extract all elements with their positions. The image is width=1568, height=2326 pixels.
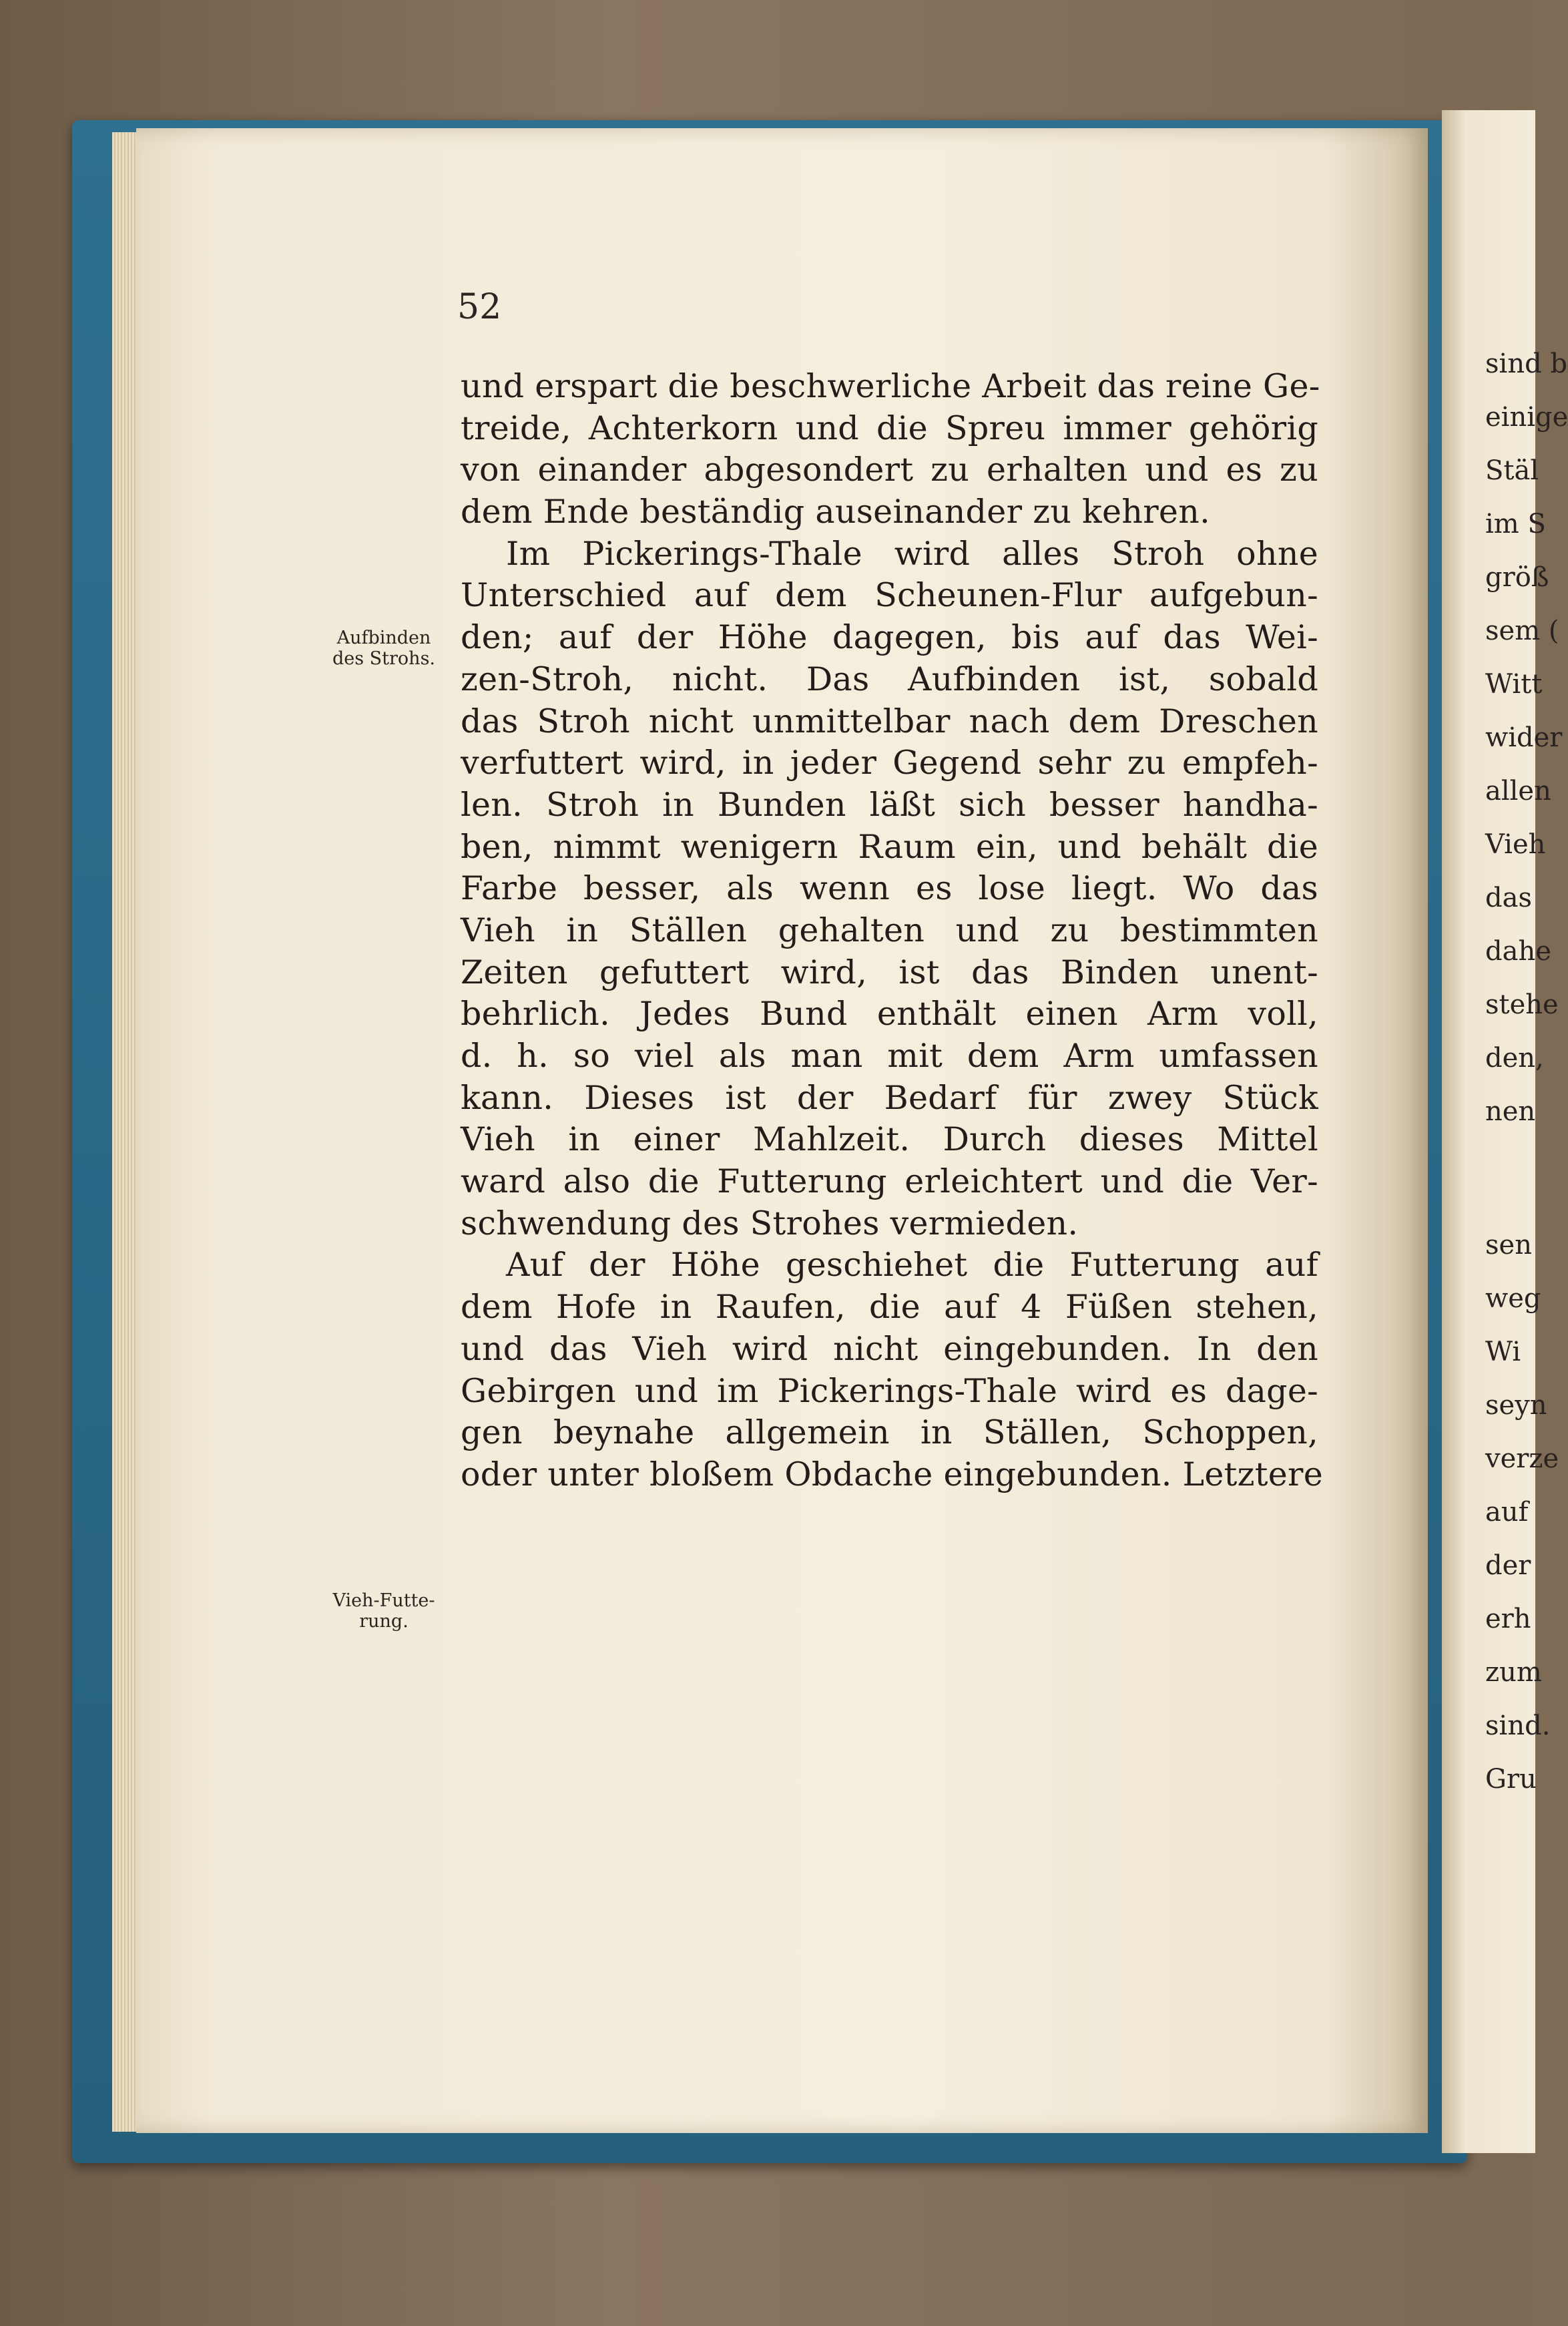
text-line: oder unter bloßem Obdache eingebunden. Letztere	[461, 1455, 1324, 1493]
facing-page-fragment: größ	[1485, 562, 1549, 593]
page-edges	[112, 132, 139, 2132]
text-line: kann. Dieses ist der Bedarf für zwey Stück	[461, 1078, 1318, 1117]
text-line: Im Pickerings-Thale wird alles Stroh ohne	[506, 534, 1318, 573]
facing-page-fragment: Vieh	[1485, 829, 1546, 860]
marginal-note-line: Vieh-Futte-	[332, 1590, 435, 1611]
page-number: 52	[457, 287, 502, 327]
facing-page-fragment: Wi	[1485, 1337, 1521, 1367]
text-line: den; auf der Höhe dagegen, bis auf das Wei-	[461, 618, 1318, 657]
text-line: und das Vieh wird nicht eingebunden. In den	[461, 1329, 1318, 1368]
text-line: dem Hofe in Raufen, die auf 4 Füßen stehen,	[461, 1288, 1318, 1327]
facing-page-fragment: dahe	[1485, 936, 1551, 967]
facing-page-fragment: den,	[1485, 1043, 1544, 1074]
text-line: behrlich. Jedes Bund enthält einen Arm voll,	[461, 995, 1318, 1033]
text-line: d. h. so viel als man mit dem Arm umfassen	[461, 1037, 1318, 1075]
text-line: Farbe besser, als wenn es lose liegt. Wo das	[461, 869, 1318, 908]
facing-page-fragment: Stäl	[1485, 455, 1539, 486]
text-line: ward also die Futterung erleichtert und die Ver-	[461, 1162, 1318, 1201]
text-line: von einander abgesondert zu erhalten und es zu	[461, 451, 1318, 489]
body-text	[461, 366, 1324, 1496]
marginal-note-line: des Strohs.	[332, 648, 436, 669]
text-line: Gebirgen und im Pickerings-Thale wird es dage-	[461, 1371, 1318, 1410]
facing-page-fragment: der	[1485, 1550, 1531, 1581]
marginal-note-line: Aufbinden	[336, 628, 431, 648]
facing-page-fragment: sen	[1485, 1230, 1532, 1260]
facing-page-fragment: sem (	[1485, 616, 1559, 646]
text-line: zen-Stroh, nicht. Das Aufbinden ist, sobald	[461, 660, 1318, 698]
text-line: ben, nimmt wenigern Raum ein, und behält die	[461, 827, 1318, 866]
text-line: schwendung des Strohes vermieden.	[461, 1204, 1079, 1242]
text-line: treide, Achterkorn und die Spreu immer gehörig	[461, 409, 1318, 447]
facing-page-fragment: erh	[1485, 1604, 1531, 1634]
text-line: und erspart die beschwerliche Arbeit das reine Ge-	[461, 367, 1320, 405]
facing-page-fragment: wider	[1485, 722, 1563, 753]
facing-page-fragment: weg	[1485, 1283, 1541, 1314]
facing-page-fragment: sind b	[1485, 348, 1568, 379]
facing-page-fragment: Witt	[1485, 669, 1543, 700]
facing-page-fragment: im S	[1485, 509, 1546, 539]
text-line: Auf der Höhe geschiehet die Futterung auf	[506, 1246, 1318, 1285]
facing-page-fragment: das	[1485, 883, 1532, 913]
text-line: dem Ende beständig auseinander zu kehren.	[461, 493, 1210, 531]
text-line: len. Stroh in Bunden läßt sich besser handha-	[461, 785, 1318, 824]
facing-page-fragment: allen	[1485, 776, 1551, 806]
facing-page-fragment: einige	[1485, 402, 1568, 433]
facing-page-fragment: zum	[1485, 1657, 1542, 1688]
facing-page-fragment: Gru	[1485, 1764, 1537, 1795]
facing-page-fragment: verze	[1485, 1443, 1559, 1474]
marginal-note-aufbinden	[314, 628, 454, 669]
marginal-note-line: rung.	[359, 1611, 409, 1632]
facing-page	[1442, 110, 1568, 2153]
facing-page-fragment: stehe	[1485, 989, 1559, 1020]
facing-page-fragment: seyn	[1485, 1390, 1547, 1421]
text-line: gen beynahe allgemein in Ställen, Schoppen,	[461, 1413, 1318, 1452]
text-line: das Stroh nicht unmittelbar nach dem Dreschen	[461, 702, 1318, 740]
facing-page-fragment: auf	[1485, 1497, 1529, 1528]
text-line: Unterschied auf dem Scheunen-Flur aufgebun-	[461, 576, 1318, 615]
facing-page-fragment: sind.	[1485, 1710, 1551, 1741]
text-line: verfuttert wird, in jeder Gegend sehr zu empfeh-	[461, 744, 1318, 782]
text-line: Vieh in Ställen gehalten und zu bestimmten	[461, 911, 1318, 949]
text-line: Zeiten gefuttert wird, ist das Binden unent-	[461, 953, 1318, 991]
facing-page-fragment: nen	[1485, 1096, 1536, 1127]
text-line: Vieh in einer Mahlzeit. Durch dieses Mittel	[461, 1120, 1318, 1159]
marginal-note-vieh-futterung	[314, 1590, 454, 1632]
